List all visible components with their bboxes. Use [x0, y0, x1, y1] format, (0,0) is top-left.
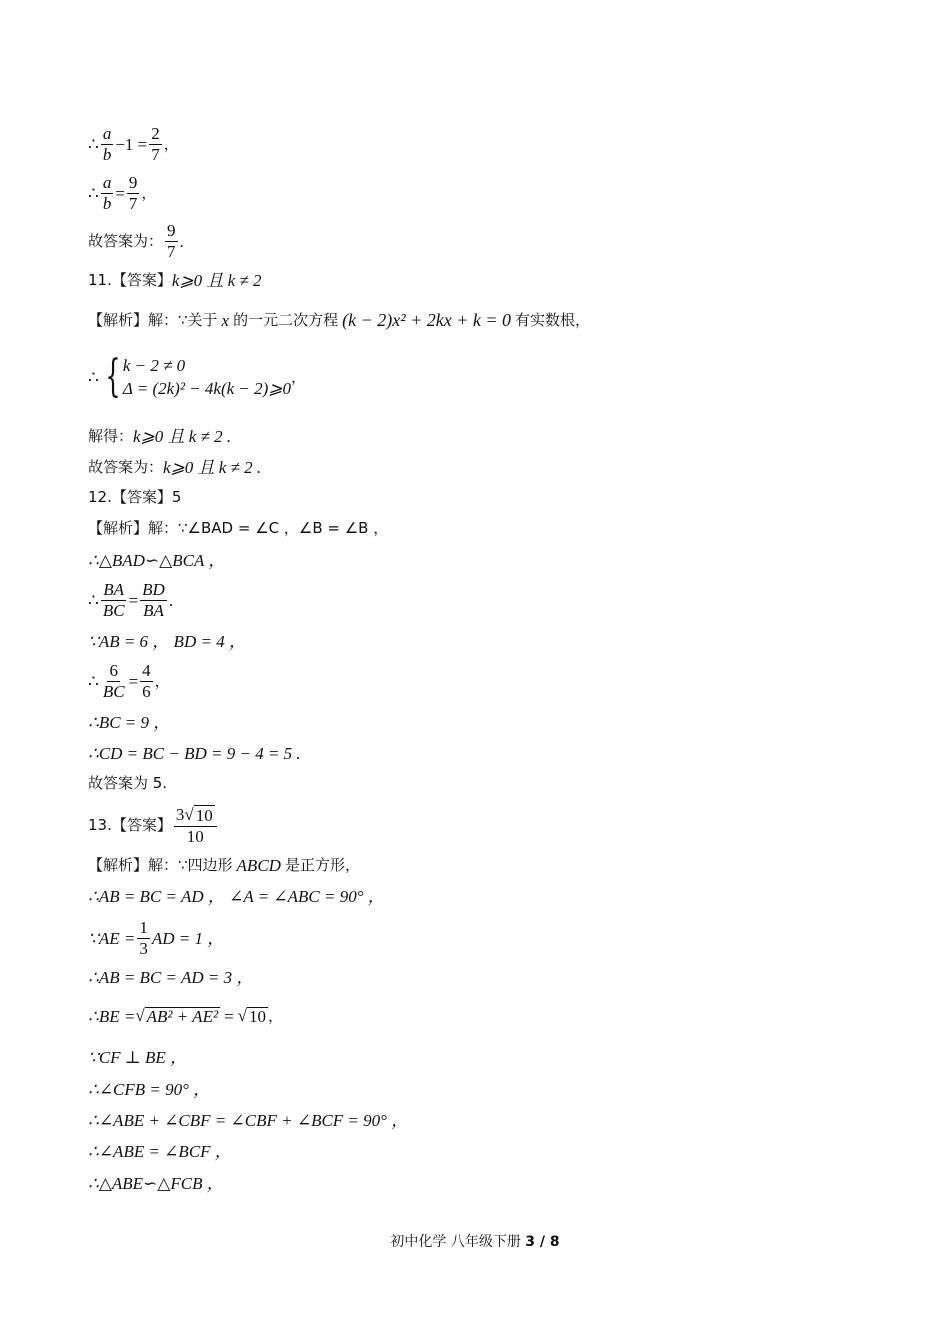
line-22: ∴AB = BC = AD = 3 ，	[88, 968, 254, 987]
line-12: ∴ $\frac{BA}{BC}$ = $\frac{BD}{BA}$ .	[88, 580, 174, 620]
sqrt-icon: √ AB² + AE²	[135, 1006, 219, 1026]
line-13: ∵AB = 6 ， BD = 4 ，	[88, 632, 246, 651]
line-14: ∴ $\frac{6}{BC}$ = $\frac{4}{6}$ ，	[88, 661, 170, 701]
line-06: ∴ { k − 2 ≠ 0 Δ = (2k)² − 4k(k − 2)⩾0 ，	[88, 351, 307, 402]
line-28: ∴△ABE∽△FCB ，	[88, 1174, 224, 1193]
line-09: 12.【答案】5	[88, 488, 182, 506]
page-number: 3 / 8	[525, 1234, 560, 1250]
fraction: $\frac{6}{BC}$	[102, 661, 125, 701]
line-15: ∴BC = 9 ，	[88, 713, 171, 732]
fraction: $\frac{2}{7}$	[151, 124, 160, 164]
line-21: ∵AE = $\frac{1}{3}$ AD = 1 ，	[88, 918, 225, 958]
fraction: $\frac{9}{7}$	[128, 173, 138, 213]
line-19: 【解析】解：∵四边形 ABCD 是正方形，	[88, 856, 360, 875]
line-04: 11.【答案】 k⩾0 且 k ≠ 2	[88, 271, 262, 290]
line-07: 解得： k⩾0 且 k ≠ 2 .	[88, 427, 232, 446]
line-20: ∴AB = BC = AD ， ∠A = ∠ABC = 90° ，	[88, 887, 385, 906]
fraction: $\frac{a}{b}$	[102, 124, 112, 164]
line-03: 故答案为： $\frac{9}{7}$ .	[88, 221, 184, 261]
line-23: ∴BE = √ AB² + AE² = √ 10 ，	[88, 1006, 284, 1026]
line-10: 【解析】解：∵∠BAD = ∠C ，∠B = ∠B ，	[88, 519, 389, 537]
fraction: $\frac{1}{3}$	[139, 918, 148, 958]
line-05: 【解析】解：∵关于 x 的一元二次方程 (k − 2)x² + 2kx + k = 0 有实数根，	[88, 310, 591, 330]
fraction: $\frac{BD}{BA}$	[142, 580, 165, 620]
line-08: 故答案为： k⩾0 且 k ≠ 2 .	[88, 458, 262, 477]
sqrt-icon: √ 10	[237, 1006, 266, 1026]
line-11: ∴△BAD∽△BCA ，	[88, 551, 226, 570]
line-17: 故答案为 5.	[88, 774, 168, 792]
line-16: ∴CD = BC − BD = 9 − 4 = 5 .	[88, 744, 301, 763]
line-24: ∵CF ⊥ BE ，	[88, 1048, 188, 1067]
line-02: ∴ $\frac{a}{b}$ = $\frac{9}{7}$ ，	[88, 173, 157, 213]
line-25: ∴∠CFB = 90° ，	[88, 1080, 211, 1099]
fraction: $\frac{a}{b}$	[102, 173, 112, 213]
page-footer: 初中化学 八年级下册 3 / 8	[390, 1234, 560, 1250]
sqrt-icon: √ 10	[184, 805, 213, 825]
equation-system: { k − 2 ≠ 0 Δ = (2k)² − 4k(k − 2)⩾0	[105, 351, 292, 402]
fraction: $\frac{9}{7}$	[167, 221, 176, 261]
line-18: 13.【答案】 3√ 10 10	[88, 805, 219, 846]
fraction: $\frac{BA}{BC}$	[102, 580, 125, 620]
fraction: 3√ 10 10	[174, 805, 217, 846]
line-01: ∴ $\frac{a}{b}$ −1 = $\frac{2}{7}$ ，	[88, 124, 179, 164]
fraction: $\frac{4}{6}$	[142, 661, 151, 701]
brace-icon: {	[105, 351, 121, 402]
line-26: ∴∠ABE + ∠CBF = ∠CBF + ∠BCF = 90° ，	[88, 1111, 409, 1130]
line-27: ∴∠ABE = ∠BCF ，	[88, 1142, 232, 1161]
